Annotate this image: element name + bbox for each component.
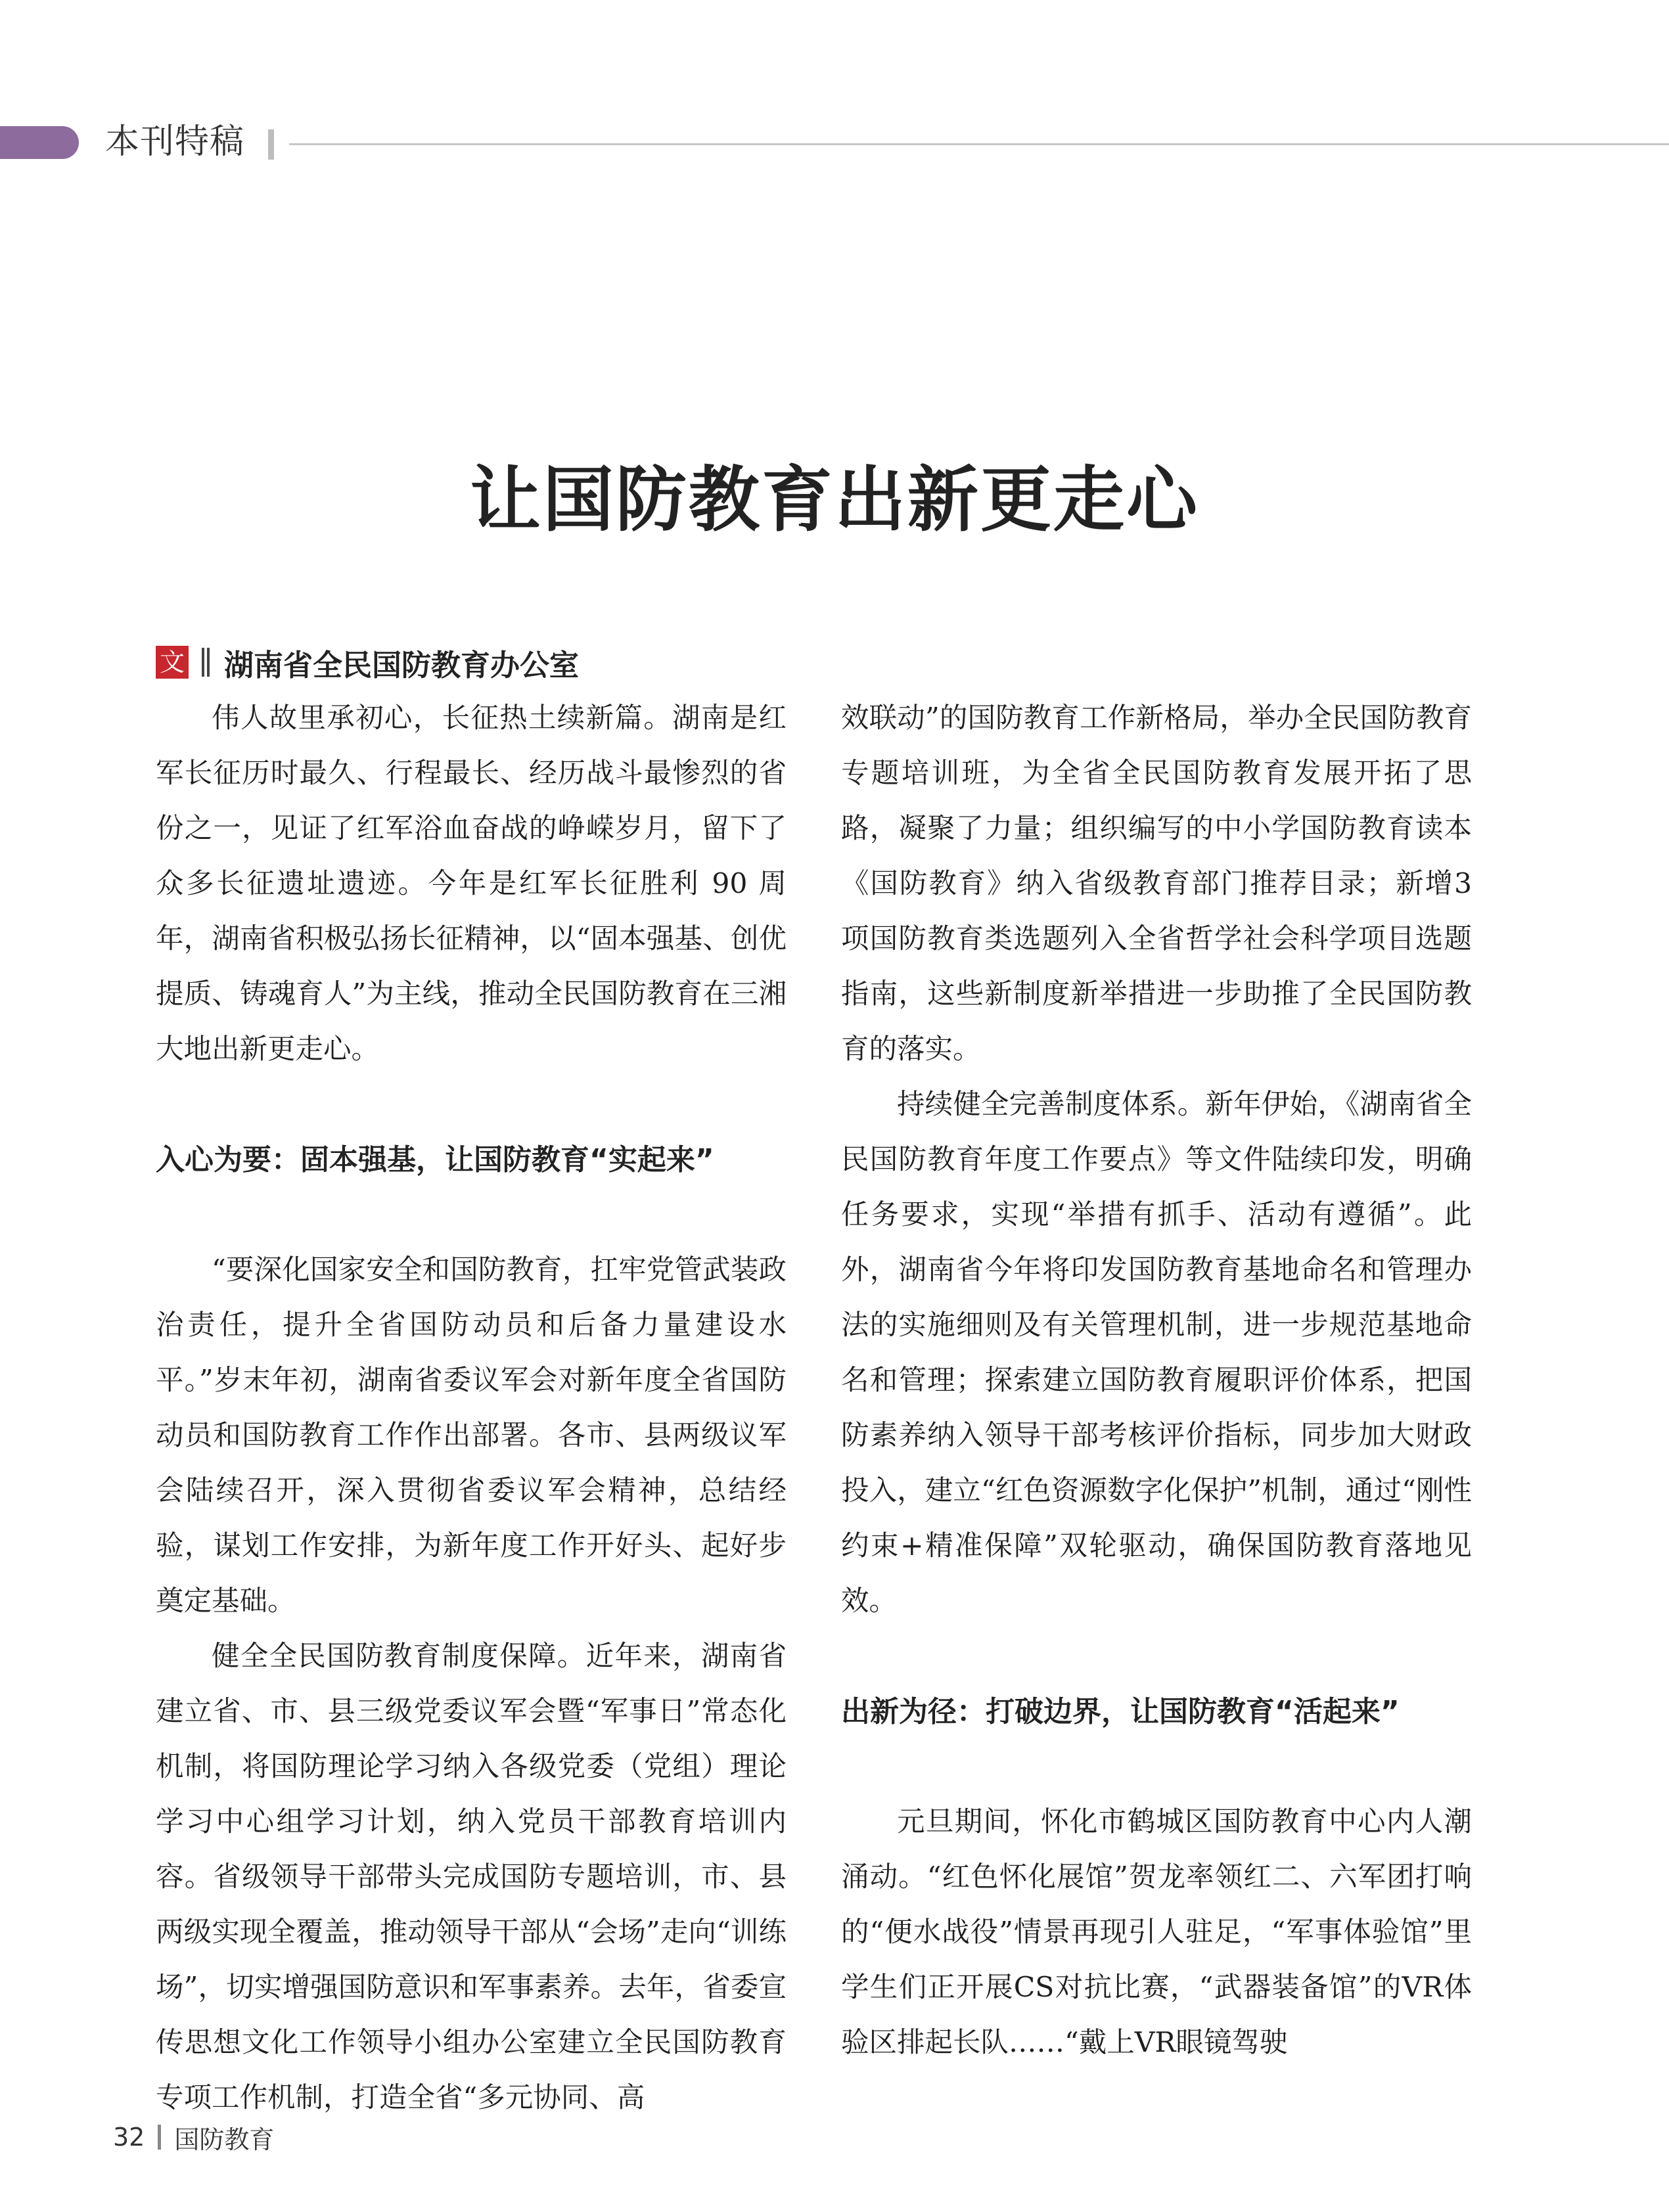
section-color-tab bbox=[0, 126, 79, 159]
paragraph-2: “要深化国家安全和国防教育，扛牢党管武装政治责任，提升全省国防动员和后备力量建设水平。”岁末年初，湖南省委议军会对新年度全省国防动员和国防教育工作作出部署。各市、县两级议军会陆续召开，深入贯彻省委议军会精神，总结经验，谋划工作安排，为新年度工作开好头、起好步奠定基础。 bbox=[156, 1254, 787, 1617]
paragraph-intro: 伟人故里承初心，长征热土续新篇。湖南是红军长征历时最久、行程最长、经历战斗最惨烈的省份之一，见证了红军浴血奋战的峥嵘岁月，留下了众多长征遗址遗迹。今年是红军长征胜利 90 周年，湖南省积极弘扬长征精神，以“固本强基、创优提质、铸魂育人”为主线，推动全民国防教育在三湘大地出新更走心。 bbox=[156, 702, 787, 1066]
paragraph-5: 元旦期间，怀化市鹤城区国防教育中心内人潮涌动。“红色怀化展馆”贺龙率领红二、六军团打响的“便水战役”情景再现引人驻足，“军事体验馆”里学生们正开展CS对抗比赛，“武器装备馆”的VR体验区排起长队……“戴上VR眼镜驾驶 bbox=[841, 1806, 1472, 2059]
paragraph-4: 持续健全完善制度体系。新年伊始，《湖南省全民国防教育年度工作要点》等文件陆续印发，明确任务要求，实现“举措有抓手、活动有遵循”。此外，湖南省今年将印发国防教育基地命名和管理办法的实施细则及有关管理机制，进一步规范基地命名和管理；探索建立国防教育履职评价体系，把国防素养纳入领导干部考核评价指标，同步加大财政投入，建立“红色资源数字化保护”机制，通过“刚性约束+精准保障”双轮驱动，确保国防教育落地见效。 bbox=[841, 1089, 1472, 1617]
left-column bbox=[156, 691, 787, 2126]
byline-author: 湖南省全民国防教育办公室 bbox=[224, 647, 580, 683]
header-rule-line bbox=[289, 143, 1669, 145]
article-title: 让国防教育出新更走心 bbox=[469, 459, 1199, 542]
page-number: 32 bbox=[113, 2123, 145, 2152]
spacer bbox=[841, 1740, 1472, 1795]
byline-separator bbox=[202, 648, 210, 677]
subhead-1: 入心为要：固本强基，让国防教育“实起来” bbox=[156, 1143, 714, 1177]
section-label: 本刊特稿 bbox=[105, 122, 245, 162]
byline-badge: 文 bbox=[156, 646, 189, 679]
spacer bbox=[156, 1077, 787, 1133]
byline bbox=[156, 643, 579, 682]
header-divider-bar bbox=[268, 129, 274, 160]
publication-name: 国防教育 bbox=[174, 2125, 275, 2154]
page-footer bbox=[113, 2121, 274, 2154]
footer-divider bbox=[158, 2125, 161, 2150]
spacer bbox=[156, 1188, 787, 1243]
right-column bbox=[841, 691, 1472, 2071]
paragraph-3: 健全全民国防教育制度保障。近年来，湖南省建立省、市、县三级党委议军会暨“军事日”常态化机制，将国防理论学习纳入各级党委（党组）理论学习中心组学习计划，纳入党员干部教育培训内容。省级领导干部带头完成国防专题培训，市、县两级实现全覆盖，推动领导干部从“会场”走向“训练场”，切实增强国防意识和军事素养。去年，省委宣传思想文化工作领导小组办公室建立全民国防教育专项工作机制，打造全省“多元协同、高 bbox=[156, 1640, 787, 2114]
subhead-2: 出新为径：打破边界，让国防教育“活起来” bbox=[841, 1695, 1400, 1728]
paragraph-continued: 效联动”的国防教育工作新格局，举办全民国防教育专题培训班，为全省全民国防教育发展开拓了思路，凝聚了力量；组织编写的中小学国防教育读本《国防教育》纳入省级教育部门推荐目录；新增3项国防教育类选题列入全省哲学社会科学项目选题指南，这些新制度新举措进一步助推了全民国防教育的落实。 bbox=[841, 702, 1472, 1066]
spacer bbox=[841, 1629, 1472, 1684]
